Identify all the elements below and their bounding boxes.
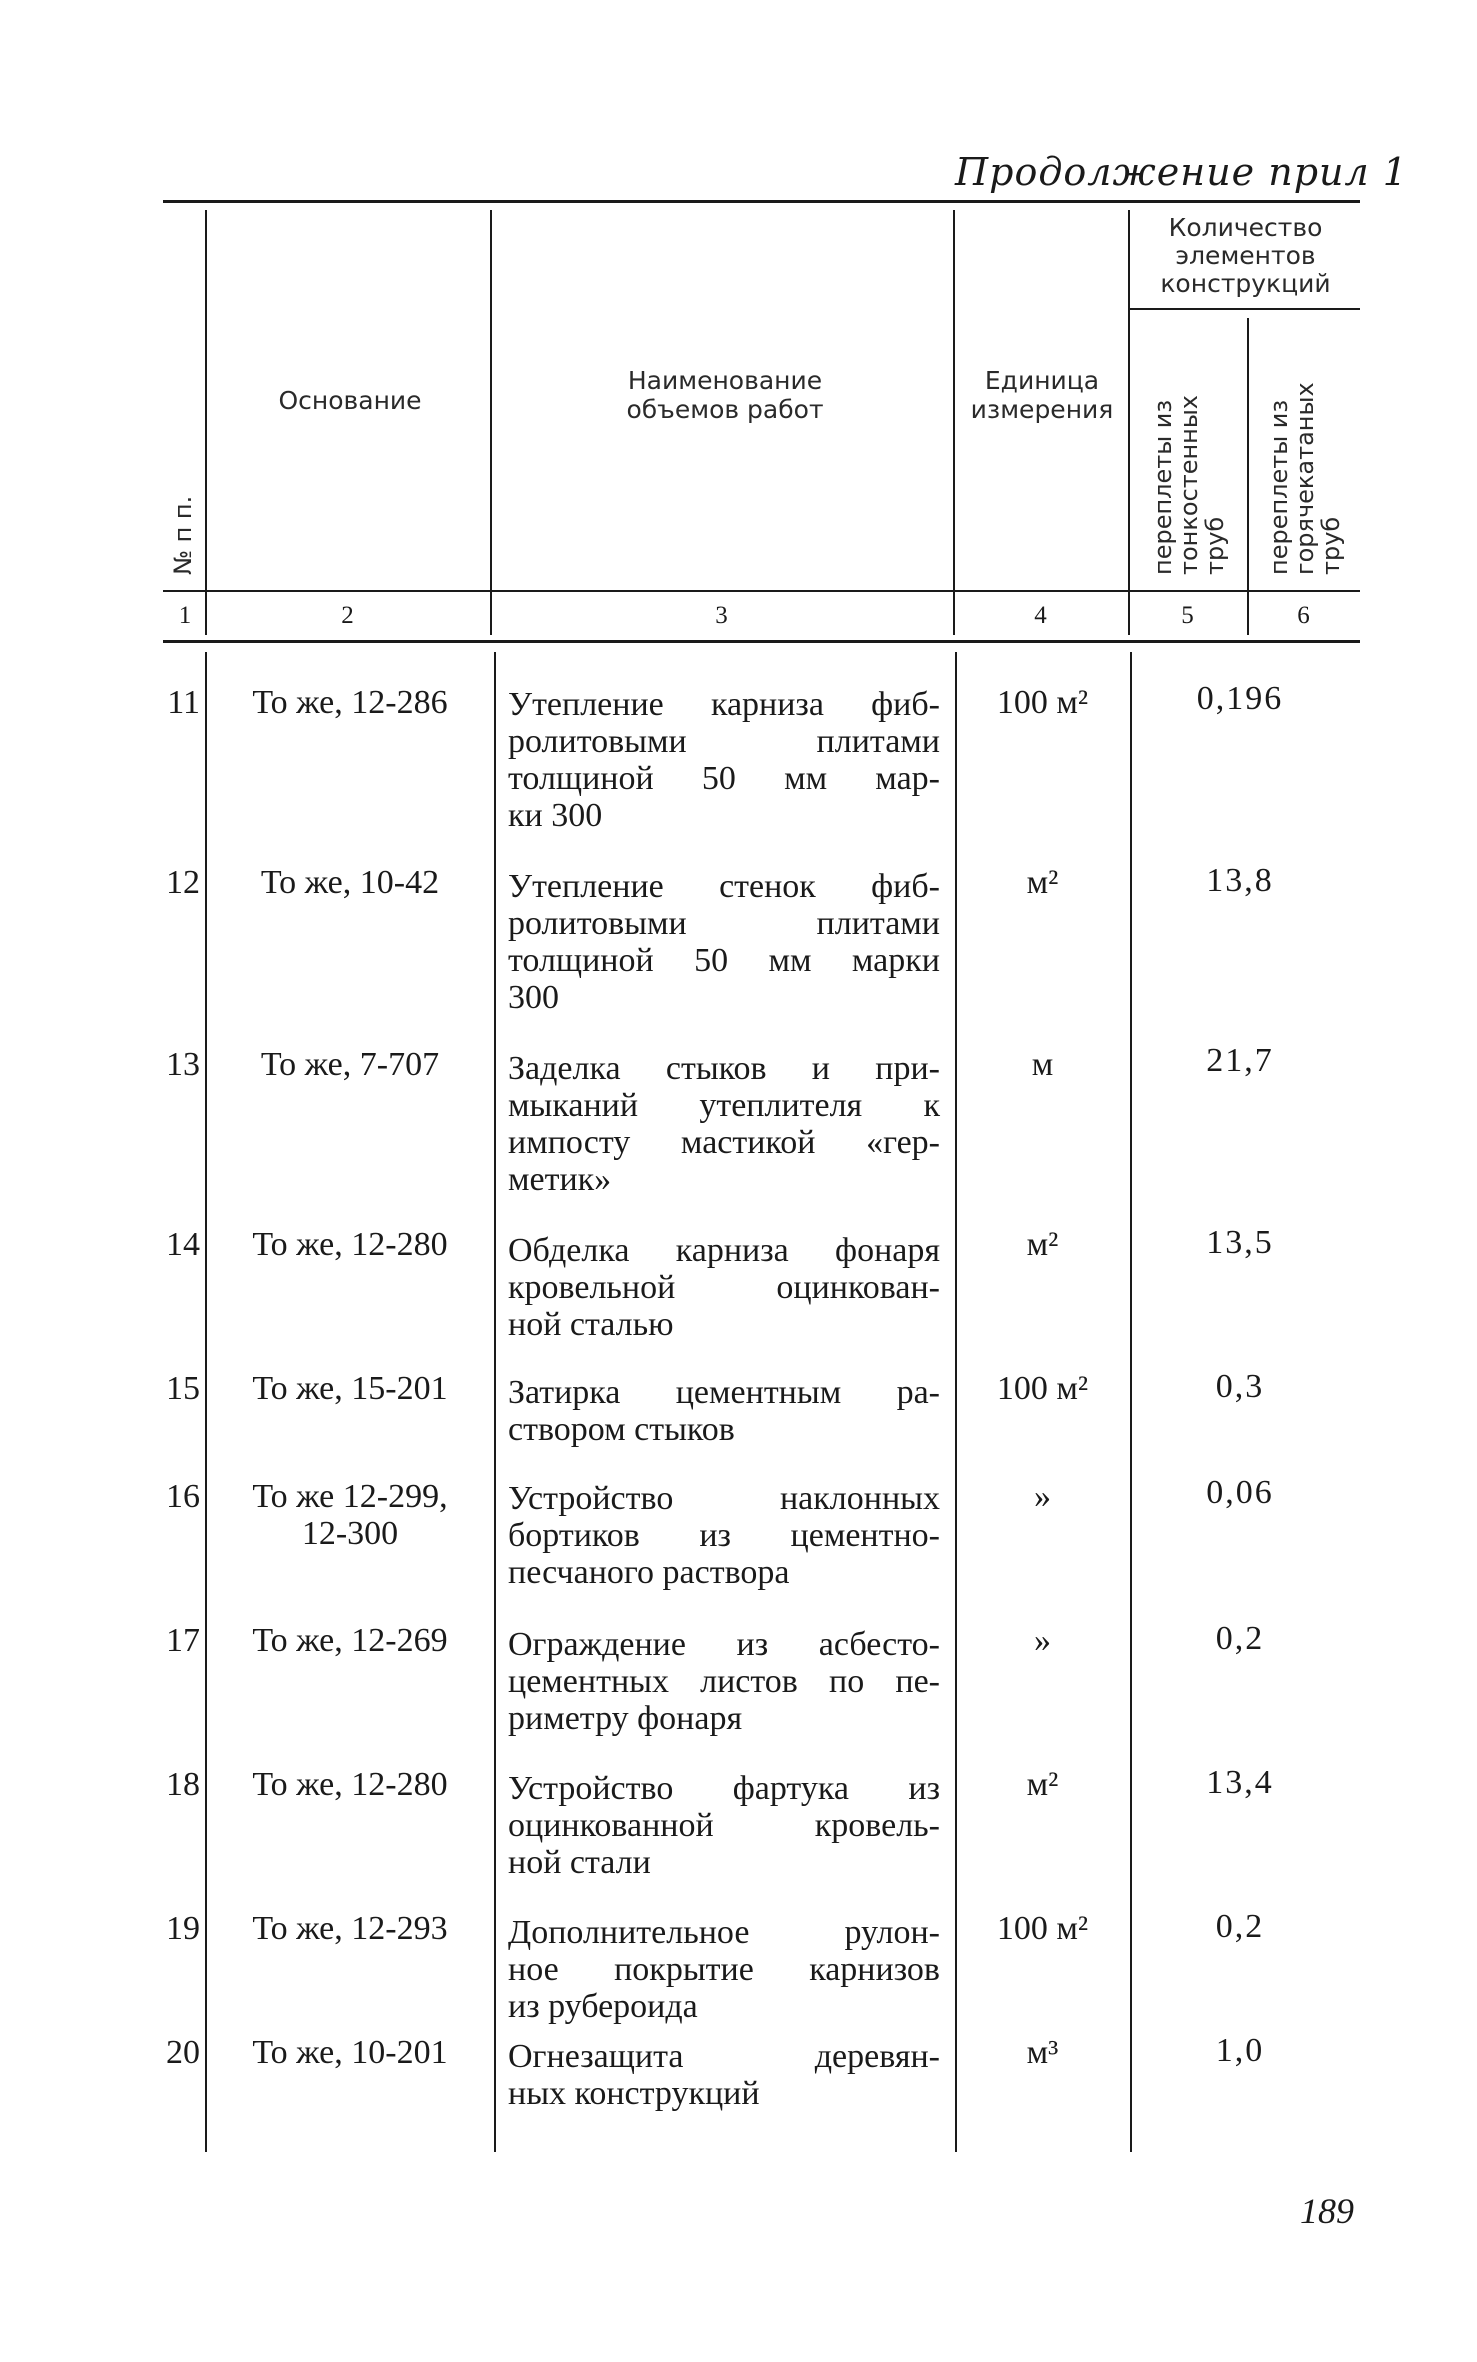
header-qty-line: конструкций (1160, 269, 1331, 298)
work-line: толщиной 50 мм мар- (508, 760, 940, 797)
work-line: Утепление стенок фиб- (508, 868, 940, 905)
row-basis (215, 1478, 485, 1552)
row-basis: То же, 12-286 (252, 684, 448, 721)
row-number: 15 (166, 1370, 200, 1407)
column-number: 4 (1034, 602, 1047, 629)
row-unit: » (1034, 1622, 1051, 1659)
header-num (170, 496, 196, 575)
row-quantity: 1,0 (1215, 2032, 1265, 2069)
header-unit-line: Единица (984, 366, 1100, 395)
row-number: 14 (166, 1226, 200, 1263)
work-line: Дополнительное рулон- (508, 1914, 940, 1951)
body-sep-4 (1130, 652, 1132, 2152)
basis-line: То же 12-299, (252, 1478, 448, 1515)
work-line: ных конструкций (508, 2075, 760, 2112)
row-work (508, 686, 940, 834)
page-number: 189 (1300, 2191, 1354, 2231)
header-sub6-line: переплеты из (1265, 399, 1293, 575)
header-sep-5 (1247, 318, 1249, 635)
row-number: 11 (167, 684, 200, 721)
row-basis: То же, 10-42 (260, 864, 440, 901)
header-work (500, 366, 950, 424)
row-quantity: 0,196 (1196, 680, 1284, 717)
row-quantity: 0,2 (1215, 1908, 1265, 1945)
header-qty-line: элементов (1175, 241, 1316, 270)
row-unit: м² (1026, 1226, 1059, 1263)
work-line: 300 (508, 979, 559, 1016)
header-sep-1 (205, 210, 207, 635)
qty-header-rule (1128, 308, 1360, 310)
row-unit: 100 м² (996, 1370, 1089, 1407)
row-number: 17 (166, 1622, 200, 1659)
work-line: ролитовыми плитами (508, 905, 940, 942)
row-unit: м³ (1026, 2034, 1059, 2071)
basis-line: 12-300 (301, 1515, 399, 1552)
row-basis: То же, 15-201 (252, 1370, 448, 1407)
column-number: 1 (178, 602, 192, 629)
column-number: 2 (341, 602, 354, 629)
row-quantity: 0,2 (1215, 1620, 1265, 1657)
row-unit: м² (1026, 1766, 1059, 1803)
row-quantity: 13,4 (1206, 1764, 1274, 1801)
row-work (508, 1914, 940, 2025)
work-line: кровельной оцинкован- (508, 1269, 940, 1306)
work-line: Заделка стыков и при- (508, 1050, 940, 1087)
work-line: риметру фонаря (508, 1700, 743, 1737)
row-number: 16 (166, 1478, 200, 1515)
row-unit: » (1034, 1478, 1051, 1515)
row-work (508, 1050, 940, 1198)
header-sub5-line: переплеты из (1149, 399, 1177, 575)
work-line: песчаного раствора (508, 1554, 790, 1591)
row-work (508, 1770, 940, 1881)
row-unit: м² (1026, 864, 1059, 901)
header-sub6-line: труб (1317, 516, 1345, 575)
work-line: Утепление карниза фиб- (508, 686, 940, 723)
row-basis: То же, 12-293 (252, 1910, 448, 1947)
work-line: ной сталью (508, 1306, 674, 1343)
column-number: 6 (1297, 602, 1310, 629)
work-line: цементных листов по пе- (508, 1663, 940, 1700)
header-basis-label: Основание (278, 386, 422, 415)
body-sep-2 (494, 652, 496, 2152)
row-basis: То же, 12-280 (252, 1766, 448, 1803)
row-quantity: 21,7 (1206, 1042, 1274, 1079)
work-line: Обделка карниза фонаря (508, 1232, 940, 1269)
row-work (508, 2038, 940, 2112)
row-unit: 100 м² (996, 1910, 1089, 1947)
work-line: метик» (508, 1161, 612, 1198)
work-line: из рубероида (508, 1988, 698, 2025)
row-number: 13 (166, 1046, 200, 1083)
header-sub5-line: труб (1201, 516, 1229, 575)
header-sub5 (1150, 395, 1228, 575)
column-number: 5 (1181, 602, 1194, 629)
work-line: Затирка цементным ра- (508, 1374, 940, 1411)
row-number: 19 (166, 1910, 200, 1947)
row-work (508, 1232, 940, 1343)
row-work (508, 868, 940, 1016)
row-number: 18 (166, 1766, 200, 1803)
work-line: ки 300 (508, 797, 603, 834)
header-qty (1133, 214, 1358, 298)
body-sep-1 (205, 652, 207, 2152)
header-num-label: № п п. (169, 495, 197, 575)
row-work (508, 1480, 940, 1591)
header-unit (958, 366, 1126, 424)
header-sep-2 (490, 210, 492, 635)
table-top-rule (163, 200, 1360, 203)
header-sep-4 (1128, 210, 1130, 635)
row-basis: То же, 10-201 (252, 2034, 448, 2071)
work-line: бортиков из цементно- (508, 1517, 940, 1554)
row-quantity: 13,8 (1206, 862, 1274, 899)
work-line: ное покрытие карнизов (508, 1951, 940, 1988)
work-line: импосту мастикой «гер- (508, 1124, 940, 1161)
column-number: 3 (715, 602, 728, 629)
work-line: Ограждение из асбесто- (508, 1626, 940, 1663)
work-line: Устройство наклонных (508, 1480, 940, 1517)
header-sub6-line: горячекатаных (1291, 382, 1319, 575)
row-basis: То же, 12-269 (252, 1622, 448, 1659)
header-qty-line: Количество (1168, 213, 1323, 242)
row-work (508, 1626, 940, 1737)
row-basis: То же, 12-280 (252, 1226, 448, 1263)
header-work-line: Наименование (627, 366, 823, 395)
work-line: мыканий утеплителя к (508, 1087, 940, 1124)
row-quantity: 0,06 (1206, 1474, 1274, 1511)
row-basis: То же, 7-707 (260, 1046, 440, 1083)
row-quantity: 13,5 (1206, 1224, 1274, 1261)
work-line: ной стали (508, 1844, 651, 1881)
work-line: ролитовыми плитами (508, 723, 940, 760)
header-work-line: объемов работ (626, 395, 824, 424)
work-line: оцинкованной кровель- (508, 1807, 940, 1844)
row-number: 20 (166, 2034, 200, 2071)
header-sub6 (1266, 382, 1344, 575)
row-quantity: 0,3 (1215, 1368, 1265, 1405)
header-sep-3 (953, 210, 955, 635)
running-header: Продолжение прил 1 (955, 150, 1408, 194)
row-unit: 100 м² (996, 684, 1089, 721)
row-work (508, 1374, 940, 1448)
row-unit: м (1031, 1046, 1054, 1083)
row-number: 12 (166, 864, 200, 901)
work-line: Огнезащита деревян- (508, 2038, 940, 2075)
header-basis (215, 386, 485, 415)
work-line: толщиной 50 мм марки (508, 942, 940, 979)
work-line: створом стыков (508, 1411, 735, 1448)
colnum-bottom-rule (163, 640, 1360, 643)
header-unit-line: измерения (970, 395, 1114, 424)
header-bottom-rule (163, 590, 1360, 592)
header-sub5-line: тонкостенных (1175, 394, 1203, 575)
work-line: Устройство фартука из (508, 1770, 940, 1807)
